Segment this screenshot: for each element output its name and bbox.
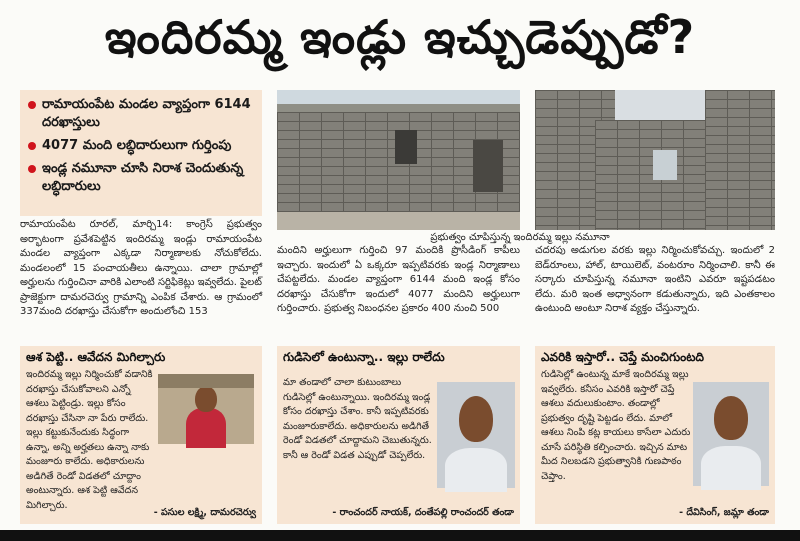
highlights-box	[20, 90, 262, 216]
quote-box-1	[20, 346, 262, 524]
article-column-1: రామాయంపేట రూరల్, మార్చి14: కాంగ్రెస్ ప్రభుత్వం అర్భాటంగా ప్రవేశపెట్టిన ఇందిరమ్మ ఇండ్లు రామాయంపేట మండల వ్యాప్తంగా ఎక్కడా నిర్మాణాలకు నోచుకోలేదు. మండలంలో 15 పంచాయతీలు ఉన్నాయి. చాలా గ్రామాల్లో అర్హులను గుర్తించినా వారికి ఎలాంటి సర్టిఫికెట్లు ఇవ్వలేదు. పైలట్ ప్రాజెక్టుగా దామరచెర్వు గ్రామాన్ని ఎంపిక చేశారు. ఆ గ్రామంలో 337మంది దరఖాస్తు చేసుకోగా అందులోంచి 153	[20, 219, 262, 317]
highlight-item: రామాయంపేట మండల వ్యాప్తంగా 6144 దరఖాస్తులు	[28, 96, 254, 132]
man-portrait-photo	[693, 382, 769, 486]
highlight-item: ఇండ్ల నమూనా చూసి నిరాశ చెందుతున్న లబ్ధిదారులు	[28, 160, 254, 196]
quote-box-credit: - పసుల లక్ష్మి, దామరచెర్వు	[153, 507, 256, 518]
highlight-item: 4077 మంది లబ్ధిదారులుగా గుర్తింపు	[28, 137, 254, 155]
quote-box-3	[535, 346, 775, 524]
quote-box-title: ఆశ పెట్టి.. ఆవేదన మిగిల్చారు	[26, 350, 166, 364]
quote-box-text: గుడిసెల్లో ఉంటున్న మాకే ఇందిరమ్మ ఇల్లు ఇవ్వలేరు. కనీసం ఎవరికి ఇస్తారో చెప్తే ఆశలు వదులుకుంటాం. తండాల్లో ప్రభుత్వం దృష్టి పెట్టడం లేదు. మాలో ఆశలు నింపి కట్ల కాయలు కాసేలా ఎదురు చూసే పరిస్థితి కల్పించారు. ఇచ్చిన మాట మీద నిలబడని ప్రభుత్వానికి గుణపాఠం చెప్తాం.	[541, 369, 691, 482]
quote-box-title: ఎవరికి ఇస్తారో.. చెప్తే మంచిగుంటది	[541, 350, 704, 364]
house-photo-front	[277, 90, 520, 230]
man-portrait-photo	[437, 382, 515, 488]
cut-off-next-headline	[0, 530, 800, 541]
quote-box-credit: - దేవిసింగ్, జమ్లా తండా	[679, 507, 769, 518]
article-column-3: చదరపు అడుగుల వరకు ఇల్లు నిర్మించుకోవచ్చు. ఇందులో 2 బెడ్‌రూంలు, హాల్, టాయిలెట్, వంటరూం నిర్మించాలి. కానీ ఈ సర్కారు చూపిస్తున్న నమూనా ఇంటిని ఎవరూ ఇష్టపడటం లేదు. మరి ఇంత అధ్వానంగా కడుతున్నారు, ఇది ఎంతకాలం ఉంటుంది అంటూ నిరాశ వ్యక్తం చేస్తున్నారు.	[535, 245, 775, 314]
quote-box-2	[277, 346, 520, 524]
article-column-2: మందిని అర్హులుగా గుర్తించి 97 మందికి ప్రొసీడింగ్ కాపీలు ఇచ్చారు. ఇందులో ఏ ఒక్కరూ ఇప్పటివరకు ఇండ్ల నిర్మాణాలు చేపట్టలేదు. మండల వ్యాప్తంగా 6144 మంది ఇండ్ల కోసం దరఖాస్తు చేసుకోగా ఇందులో 4077 మందిని అర్హులుగా గుర్తించారు. ప్రభుత్వ నిబంధనల ప్రకారం 400 నుంచి 500	[277, 245, 520, 314]
headline	[0, 0, 800, 86]
quote-box-credit: - రాంచందర్ నాయక్, దంతేపల్లి రాంచందర్ తండా	[332, 507, 514, 518]
woman-portrait-photo	[158, 374, 254, 444]
photo-caption: ప్రభుత్వం చూపిస్తున్న ఇందిరమ్మ ఇల్లు నమూనా	[430, 232, 610, 243]
house-photo-interior	[535, 90, 775, 230]
quote-box-title: గుడిసెలో ఉంటున్నా.. ఇల్లు రాలేదు	[283, 350, 445, 364]
headline-text: ఇందిరమ్మ ఇండ్లు ఇచ్చుడెప్పుడో?	[104, 10, 696, 64]
quote-box-text: ఇందిరమ్మ ఇల్లు నిర్మించుకో వడానికి దరఖాస్తు చేసుకోవాలని ఎన్నో ఆశలు పెట్టిండ్రు. ఇల్లు కోసం దరఖాస్తు చేసినా నా పేరు రాలేదు. ఇల్లు కట్టుకునేందుకు సిద్ధంగా ఉన్నా, అన్ని అర్హతలు ఉన్నా నాకు మంజూరు కాలేదు. అధికారులను అడిగితే రెండో విడతలో చూద్దాం అంటున్నారు. ఆశ పెట్టి ఆవేదన మిగిల్చారు.	[26, 369, 153, 511]
quote-box-text: మా తండాలో చాలా కుటుంబాలు గుడిసెల్లో ఉంటున్నాయి. ఇందిరమ్మ ఇండ్ల కోసం దరఖాస్తు చేశాం. కానీ ఇప్పటివరకు మంజూరుకాలేదు. అధికారులను అడిగితే రెండో విడతలో చూద్దామని చెబుతున్నరు. కానీ ఆ రెండో విడత ఎప్పుడో చెప్పలేరు.	[283, 377, 432, 461]
